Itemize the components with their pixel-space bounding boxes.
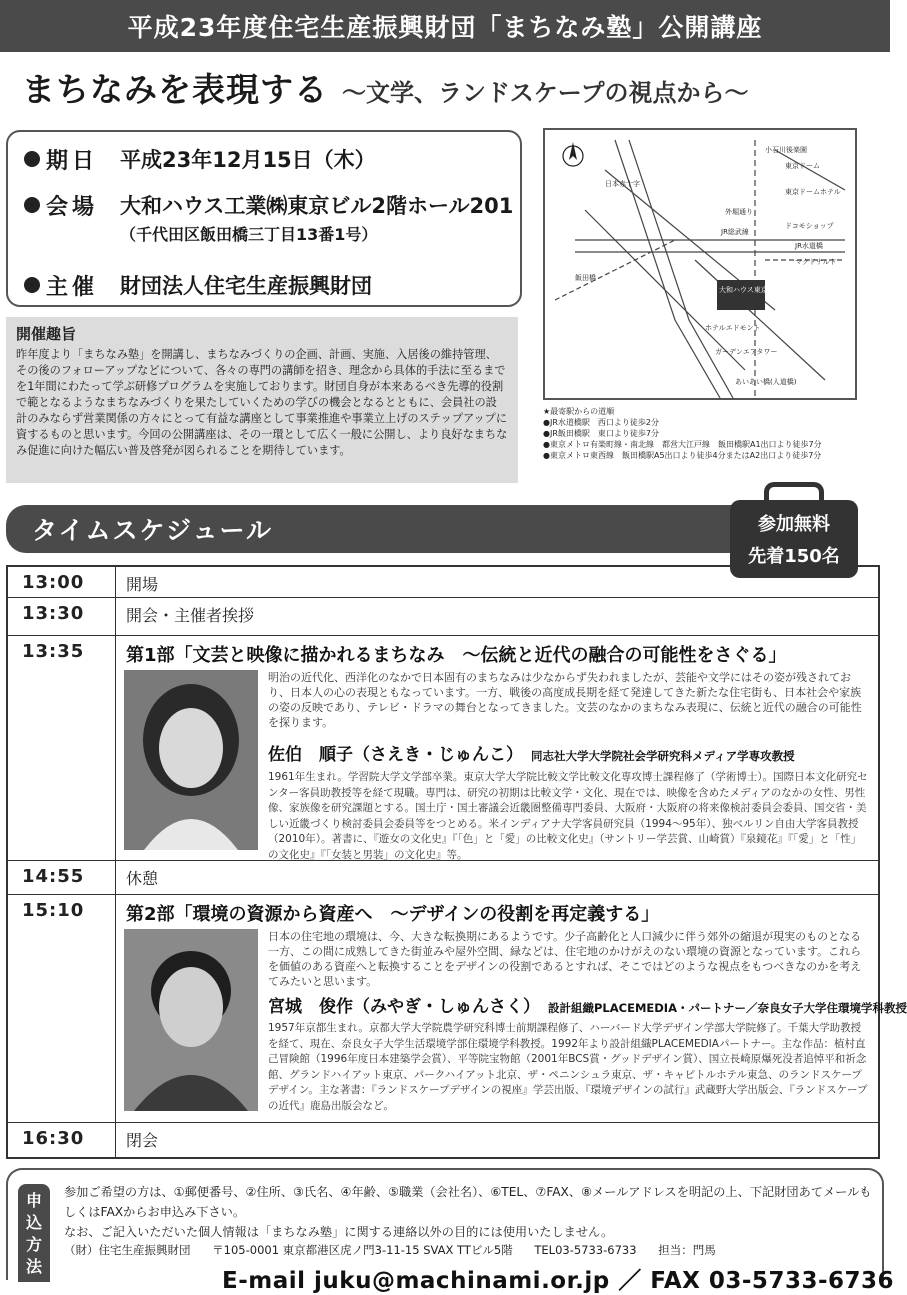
schedule-time: 13:30 (8, 598, 116, 635)
address: 〒105-0001 東京都港区虎ノ門3-11-15 SVAX TTビル5階 (212, 1243, 513, 1257)
north-arrow-icon (563, 142, 583, 166)
speaker-affiliation: 設計組織PLACEMEDIA・パートナー／奈良女子大学住環境学科教授 (548, 1001, 907, 1015)
venue-label: 会場 (46, 195, 99, 220)
host-row (24, 270, 520, 301)
organization: （財）住宅生産振興財団 (64, 1243, 191, 1257)
venue-row (24, 190, 520, 270)
speaker-name: 佐伯 順子（さえき・じゅんこ） (268, 745, 523, 765)
date-value: 平成23年12月15日（木） (120, 148, 376, 172)
schedule-row (8, 598, 878, 636)
map-label: 日本赤十字 (605, 180, 640, 188)
main-title: まちなみを表現する (22, 70, 328, 109)
telephone: TEL03-5733-6733 (534, 1243, 637, 1257)
map-label: JR水道橋 (795, 242, 823, 250)
purpose-section (6, 317, 518, 483)
session-title: 第2部「環境の資源から資産へ ～デザインの役割を再定義する」 (126, 904, 660, 925)
speaker-photo (124, 670, 258, 850)
access-directions (543, 406, 873, 461)
schedule-row (8, 861, 878, 895)
schedule-row-part1 (8, 636, 878, 861)
schedule-label: 閉会 (126, 1131, 159, 1150)
subtitle: ～文学、ランドスケープの視点から～ (342, 79, 749, 107)
contact-line (64, 1242, 716, 1258)
schedule-time: 13:35 (8, 636, 116, 860)
schedule-time: 13:00 (8, 567, 116, 597)
schedule-label: 開場 (126, 575, 159, 594)
access-heading: ★最寄駅からの道順 (543, 407, 615, 416)
map-label: 外堀通り (725, 208, 753, 216)
purpose-heading: 開催趣旨 (16, 325, 77, 343)
free-entry-badge (730, 482, 858, 578)
map-label: ドコモショップ (785, 222, 834, 230)
session-description: 日本の住宅地の環境は、今、大きな転換期にあるようです。少子高齢化と人口減少に伴う郊外の縮退が現実のものとなる一方、この間に成熟してきた街並みや屋外空間、緑などは、住宅地のかけがえのない環境の資源となっています。これらを価値のある資産へと転換することをデザインの役割であるとすれば、そこではどのような視点をもつべきなのかを考えてみたいと思います。 (268, 930, 862, 988)
application-instructions (64, 1182, 876, 1242)
event-info-box (6, 130, 522, 307)
schedule-heading: タイムスケジュール (6, 505, 754, 553)
schedule-table (6, 565, 907, 1159)
schedule-body (116, 895, 907, 1122)
contact-person: 担当：門馬 (658, 1243, 716, 1257)
map-label: ガーデンエアタワー (715, 348, 778, 356)
map-label: 東京ドーム (785, 162, 820, 170)
schedule-body (116, 636, 878, 860)
map-label: JR総武線 (721, 228, 749, 236)
tab-char: 申 (25, 1191, 42, 1210)
event-header: 平成23年度住宅生産振興財団「まちなみ塾」公開講座 (0, 0, 890, 52)
speaker-name-line (268, 740, 795, 765)
venue-value: 大和ハウス工業㈱東京ビル2階ホール201 (120, 194, 514, 218)
speaker-affiliation: 同志社大学大学院社会学研究科メディア学専攻教授 (531, 749, 795, 763)
access-line: ●東京メトロ有楽町線・南北線 都営大江戸線 飯田橋駅A1出口より徒歩7分 (543, 440, 822, 449)
speaker-name-line (268, 992, 907, 1017)
instructions-line: 参加ご希望の方は、①郵便番号、②住所、③氏名、④年齢、⑤職業（会社名）、⑥TEL、⑦FAX、⑧メールアドレスを明記の上、下記財団あてメールもしくはFAXからお申込み下さい。 (64, 1185, 872, 1219)
speaker-bio: 1957年京都生まれ。京都大学大学院農学研究科博士前期課程修了、ハーバード大学デザイン学部大学院修了。千葉大学助教授を経て、現在、奈良女子大学生活環境学部住環境学科教授。1992年より設計組織PLACEMEDIAパートナー。主な作品：植村直己冒険館（1996年度日本建築学会賞）、平等院宝物館（2001年BCS賞・グッドデザイン賞）、国立長崎原爆死没者追悼平和祈念館、グランドハイアット東京、パークハイアット北京、ザ・ペニンシュラ東京、ザ・キャピトルホテル東急、のランドスケープデザイン。主な著書：『ランドスケープデザインの視座』学芸出版、『環境デザインの試行』武蔵野大学出版会、『ランドスケープの近代』鹿島出版会など。 (268, 1022, 868, 1112)
map-label: 東京ドームホテル (785, 188, 841, 196)
session-description: 明治の近代化、西洋化のなかで日本固有のまちなみは少なからず失われましたが、芸能や文学にはその姿が残されており、日本人の心の表現ともなっています。一方、戦後の高度成長期を経て発達してきた新たな住宅街も、日本社会や家族の姿の反映であり、テレビ・ドラマの舞台となってきました。文芸のなかのまちなみ表現に、伝統と近代の融合の可能性を探ります。 (268, 671, 862, 729)
access-line: ●東京メトロ東西線 飯田橋駅A5出口より徒歩4分またはA2出口より徒歩7分 (543, 451, 822, 460)
page-title (22, 64, 749, 111)
host-label: 主催 (46, 275, 99, 300)
schedule-row-part2 (8, 895, 907, 1123)
schedule-label: 開会・主催者挨拶 (126, 606, 255, 625)
schedule-label: 休憩 (126, 869, 159, 888)
schedule-row (8, 567, 878, 598)
email-fax-line[interactable]: E-mail juku@machinami.or.jp ／ FAX 03-5733-6736 (222, 1268, 895, 1294)
speaker-photo (124, 929, 258, 1111)
schedule-time: 14:55 (8, 861, 116, 894)
application-section (6, 1168, 895, 1294)
schedule-row (8, 1123, 878, 1157)
schedule-time: 15:10 (8, 895, 116, 1122)
tab-char: 方 (25, 1235, 42, 1254)
map-label: マクドナルド (795, 258, 837, 266)
tab-char: 法 (25, 1257, 42, 1276)
privacy-line: なお、ご記入いただいた個人情報は「まちなみ塾」に関する連絡以外の目的には使用いたしません。 (64, 1225, 614, 1239)
tab-char: 込 (25, 1213, 42, 1232)
purpose-text: 昨年度より「まちなみ塾」を開講し、まちなみづくりの企画、計画、実施、入居後の維持管理、その後のフォローアップなどについて、各々の専門の講師を招き、理念から具体的手法に至るまでを1年間にわたって学ぶ研修プログラムを実施しております。財団自身が本来あるべき先導的役割で範となるようなまちなみづくりを果たしていくための学びの機会となるとともに、会員社の設計のみならず営業関係の方々にとって有益な講座として事業推進や事業立上げのステップアップに資するものと思います。今回の公開講座は、その一環として広く一般に公開し、より良好なまちなみ促進に向けた幅広い普及啓発が図られることを期待しています。 (16, 348, 508, 457)
speaker-bio: 1961年生まれ。学習院大学文学部卒業。東京大学大学院比較文学比較文化専攻博士課程修了（学術博士）。国際日本文化研究センター客員助教授等を経て現職。専門は、研究の初期は比較文学・文化、現在では、映像を含めたメディアのなかの女性、男性像、家族像を研究課題とする。国土庁・国土審議会近畿圏整備専門委員、大阪府・大阪府の将来像検討委員会委員、国交省・美しい近畿づくり検討委員会委員等をつとめる。米インディアナ大学客員研究員（1994～95年）、独ベルリン自由大学客員教授（2010年）。著書に、『遊女の文化史』『「色」と「愛」の比較文化史』（サントリー学芸賞、山崎賞）『泉鏡花』『「愛」と「性」の文化史』『「女装と男装」の文化史』等。 (268, 771, 868, 861)
bullet-icon (24, 151, 40, 167)
map-label: ホテルエドモント (705, 324, 761, 332)
map-drawing (545, 130, 855, 398)
host-value: 財団法人住宅生産振興財団 (120, 274, 372, 298)
badge-capacity-text: 先着150名 (748, 546, 840, 567)
schedule-time: 16:30 (8, 1123, 116, 1157)
bullet-icon (24, 197, 40, 213)
map-label: 小石川後楽園 (765, 146, 807, 154)
speaker-name: 宮城 俊作（みやぎ・しゅんさく） (268, 997, 540, 1017)
bullet-icon (24, 277, 40, 293)
access-line: ●JR飯田橋駅 東口より徒歩7分 (543, 429, 659, 438)
map-label: 大和ハウス東京ビル (719, 286, 782, 294)
access-map (543, 128, 857, 400)
application-tab (18, 1184, 50, 1282)
daiwa-building-marker (717, 280, 765, 310)
badge-free-text: 参加無料 (758, 514, 830, 535)
venue-address: （千代田区飯田橋三丁目13番1号） (120, 225, 378, 244)
date-label: 期日 (46, 149, 99, 174)
map-label: 飯田橋 (575, 274, 596, 282)
session-title: 第1部「文芸と映像に描かれるまちなみ ～伝統と近代の融合の可能性をさぐる」 (126, 645, 787, 666)
access-line: ●JR水道橋駅 西口より徒歩2分 (543, 418, 659, 427)
date-row (24, 144, 520, 190)
map-label: あいあい橋(人道橋) (735, 378, 797, 386)
